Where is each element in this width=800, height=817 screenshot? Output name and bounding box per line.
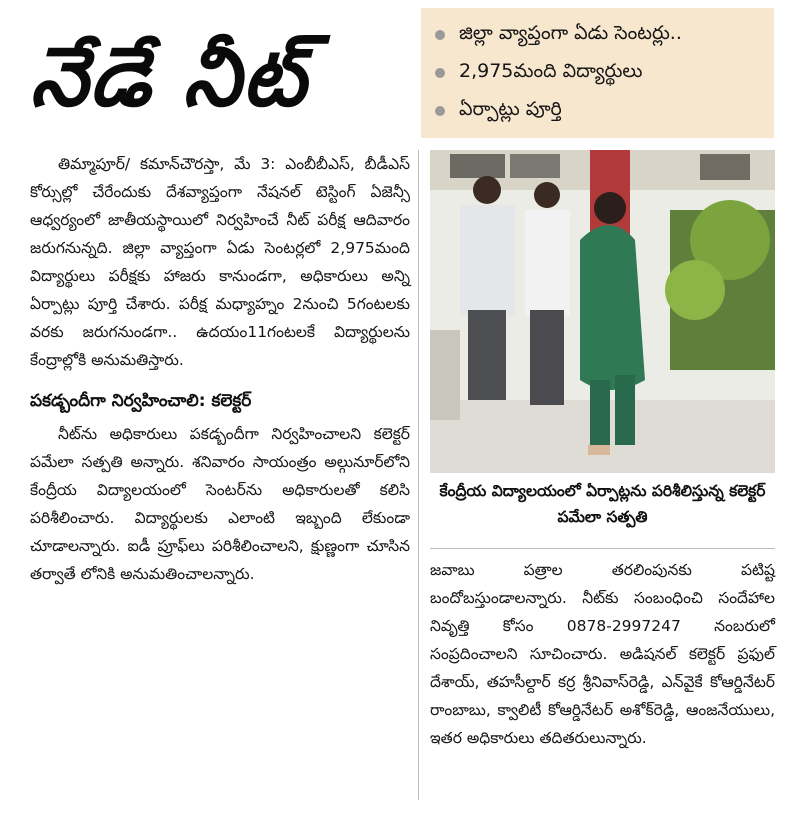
photo-caption: కేంద్రీయ విద్యాలయంలో ఏర్పాట్లను పరిశీలిస్తున్న కలెక్టర్ పమేలా సత్పతి: [439, 482, 766, 526]
highlight-item: [435, 54, 760, 92]
subheading: పకడ్బందీగా నిర్వహించాలి: కలెక్టర్: [30, 391, 252, 411]
highlights-box: [421, 8, 774, 138]
highlight-item: [435, 92, 760, 130]
bullet-icon: [435, 68, 445, 78]
caption-divider: [430, 548, 775, 549]
photo-illustration: [430, 150, 775, 473]
right-column-text: [430, 556, 775, 752]
highlight-item: [435, 16, 760, 54]
left-column: [30, 150, 410, 588]
headline: నేడే నీట్: [30, 30, 308, 125]
highlight-text: జిల్లా వ్యాప్తంగా ఏడు సెంటర్లు..: [459, 21, 682, 44]
collector-paragraph: నీట్‌ను అధికారులు పకడ్బందీగా నిర్వహించాలని కలెక్టర్ పమేలా సత్పతి అన్నారు. శనివారం సాయంత్రం అల్గునూర్‌లోని కేంద్రీయ విద్యాలయంలో సెంటర్‌ను అధికారులతో కలిసి పరిశీలించారు. విద్యార్థులకు ఎలాంటి ఇబ్బంది లేకుండా చూడాలన్నారు. ఐడీ ప్రూఫ్‌లు పరిశీలించాలని, క్షుణ్ణంగా చూసిన తర్వాతే లోనికి అనుమతించాలన్నారు.: [30, 425, 410, 583]
highlight-text: ఏర్పాట్లు పూర్తి: [459, 97, 562, 120]
news-photo: [430, 150, 775, 473]
continuation-paragraph: జవాబు పత్రాల తరలింపునకు పటిష్ట బందోబస్తుండాలన్నారు. నీట్‌కు సంబంధించి సందేహాల నివృత్తి కోసం 0878-2997247 నంబరులో సంప్రదించాలని సూచించారు. అడిషనల్ కలెక్టర్ ప్రఫుల్ దేశాయ్, తహసీల్దార్ కర్ర శ్రీనివాస్‌రెడ్డి, ఎన్‌వైకే కోఆర్డినేటర్ రాంబాబు, క్వాలిటీ కోఆర్డినేటర్ అశోక్‌రెడ్డి, ఆంజనేయులు, ఇతర అధికారులు తదితరులున్నారు.: [430, 561, 775, 747]
column-divider: [418, 150, 419, 800]
intro-paragraph: తిమ్మాపూర్/ కమాన్‌చౌరస్తా, మే 3: ఎంబీబీఎస్, బీడీఎస్ కోర్సుల్లో చేరేందుకు దేశవ్యాప్తంగా నేషనల్ టెస్టింగ్ ఏజెన్సీ ఆధ్వర్యంలో జాతీయస్థాయిలో నిర్వహించే నీట్ పరీక్ష ఆదివారం జరుగనున్నది. జిల్లా వ్యాప్తంగా ఏడు సెంటర్లలో 2,975మంది విద్యార్థులు పరీక్షకు హాజరు కానుండగా, అధికారులు అన్ని ఏర్పాట్లు పూర్తి చేశారు. పరీక్ష మధ్యాహ్నం 2నుంచి 5గంటలకు వరకు జరుగనుండగా.. ఉదయం11గంటలకే విద్యార్థులను కేంద్రాల్లోకి అనుమతిస్తారు.: [30, 155, 410, 369]
bullet-icon: [435, 30, 445, 40]
highlight-text: 2,975మంది విద్యార్థులు: [459, 59, 643, 82]
highlights-list: [435, 16, 760, 130]
bullet-icon: [435, 106, 445, 116]
